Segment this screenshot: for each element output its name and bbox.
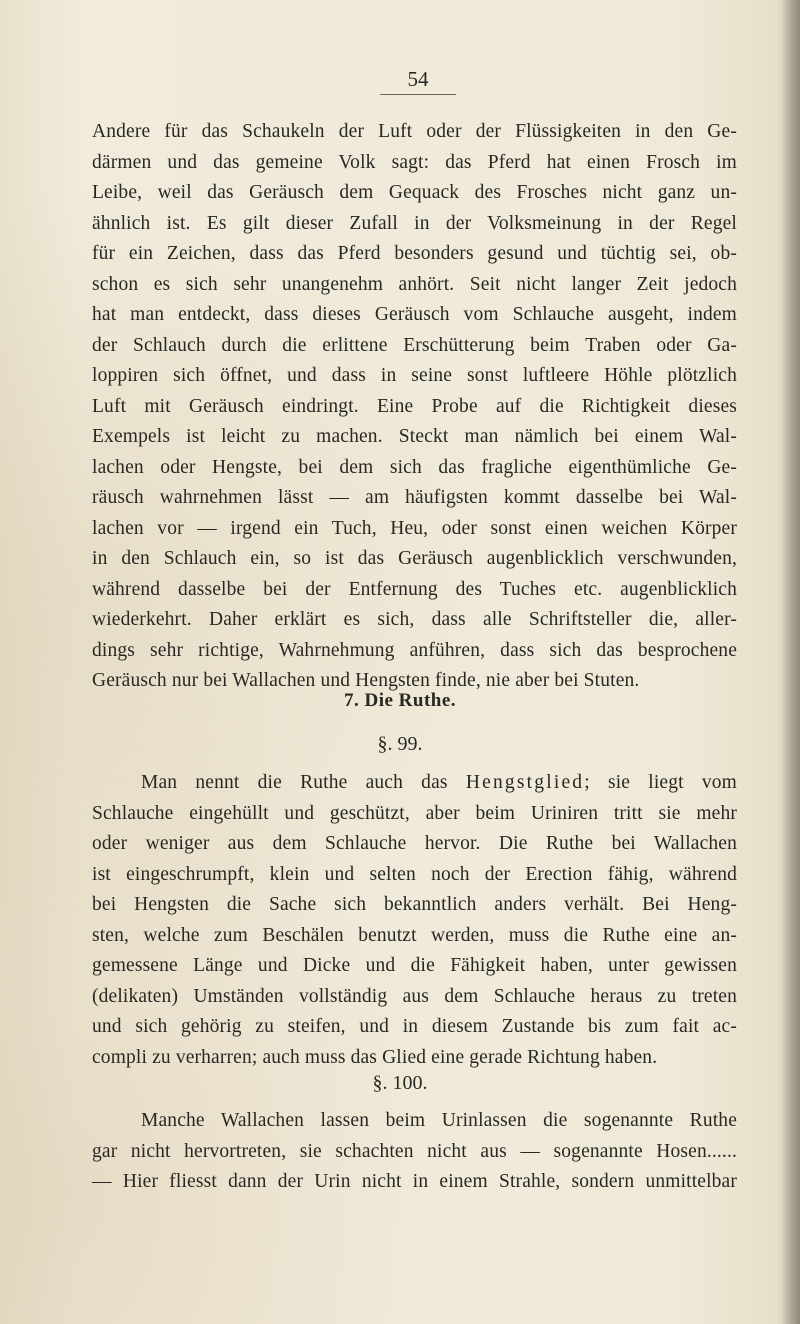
page-number: 54 — [380, 66, 456, 95]
text-line: Schlauche eingehüllt und geschützt, aber beim Uriniren tritt sie mehr — [92, 802, 737, 824]
text-line: lachen vor — irgend ein Tuch, Heu, oder sonst einen weichen Körper — [92, 517, 737, 539]
text-line: lachen oder Hengste, bei dem sich das fragliche eigenthümliche Ge- — [92, 456, 737, 478]
text-line: Manche Wallachen lassen beim Urinlassen die sogenannte Ruthe — [141, 1110, 737, 1131]
text-line: — Hier fliesst dann der Urin nicht in einem Strahle, sondern unmittelbar — [92, 1171, 737, 1192]
text-line: Luft mit Geräusch eindringt. Eine Probe auf die Richtigkeit dieses — [92, 395, 737, 417]
text-line: während dasselbe bei der Entfernung des Tuches etc. augenblicklich — [92, 578, 737, 600]
text-line: wiederkehrt. Daher erklärt es sich, dass alle Schriftsteller die, aller- — [92, 609, 737, 630]
text-line: gar nicht hervortreten, sie schachten nicht aus — sogenannte Hosen...... — [92, 1140, 737, 1162]
text-segment: Man nennt die Ruthe auch das — [141, 772, 448, 793]
text-line: Andere für das Schaukeln der Luft oder der Flüssigkeiten in den Ge- — [92, 121, 737, 142]
text-line: dings sehr richtige, Wahrnehmung anführen, dass sich das besprochene — [92, 639, 737, 661]
text-line: ähnlich ist. Es gilt dieser Zufall in der Volksmeinung in der Regel — [92, 212, 737, 234]
paragraph-number-100: §. 100. — [372, 1072, 428, 1094]
text-line: Exempels ist leicht zu machen. Steckt man nämlich bei einem Wal- — [92, 426, 737, 447]
text-line — [92, 768, 737, 799]
text-line: hat man entdeckt, dass dieses Geräusch vom Schlauche ausgeht, indem — [92, 304, 737, 325]
text-line: (delikaten) Umständen vollständig aus dem Schlauche heraus zu treten — [92, 985, 737, 1007]
text-line: sten, welche zum Beschälen benutzt werden, muss die Ruthe eine an- — [92, 924, 737, 946]
text-line: räusch wahrnehmen lässt — am häufigsten kommt dasselbe bei Wal- — [92, 487, 737, 508]
text-line: oder weniger aus dem Schlauche hervor. Die Ruthe bei Wallachen — [92, 833, 737, 854]
text-line: compli zu verharren; auch muss das Glied eine gerade Richtung haben. — [92, 1046, 658, 1068]
page-edge-shadow — [782, 0, 800, 1324]
paragraph-3 — [92, 1106, 737, 1198]
text-line: gemessene Länge und Dicke und die Fähigkeit haben, unter gewissen — [92, 955, 737, 976]
text-line: bei Hengsten die Sache sich bekanntlich anders verhält. Bei Heng- — [92, 894, 737, 915]
text-line: für ein Zeichen, dass das Pferd besonders gesund und tüchtig sei, ob- — [92, 243, 737, 264]
paragraph-number-99: §. 99. — [377, 733, 423, 755]
text-segment: ; sie liegt vom — [584, 772, 737, 793]
text-line: ist eingeschrumpft, klein und selten noch der Erection fähig, während — [92, 863, 737, 885]
text-line: Geräusch nur bei Wallachen und Hengsten finde, nie aber bei Stuten. — [92, 670, 640, 691]
text-line: loppiren sich öffnet, und dass in seine sonst luftleere Höhle plötzlich — [92, 365, 737, 386]
text-line: in den Schlauch ein, so ist das Geräusch augenblicklich verschwunden, — [92, 548, 737, 569]
section-heading: 7. Die Ruthe. — [343, 690, 457, 711]
text-line: und sich gehörig zu steifen, und in diesem Zustande bis zum fait ac- — [92, 1016, 737, 1037]
emphasized-term: Hengstglied — [465, 772, 585, 793]
text-line: därmen und das gemeine Volk sagt: das Pferd hat einen Frosch im — [92, 151, 737, 173]
text-line: schon es sich sehr unangenehm anhört. Seit nicht langer Zeit jedoch — [92, 273, 737, 295]
text-line: Leibe, weil das Geräusch dem Gequack des Frosches nicht ganz un- — [92, 182, 737, 203]
paragraph-1 — [92, 117, 737, 697]
text-line: der Schlauch durch die erlittene Erschütterung beim Traben oder Ga- — [92, 334, 737, 356]
paragraph-2 — [92, 768, 737, 1073]
